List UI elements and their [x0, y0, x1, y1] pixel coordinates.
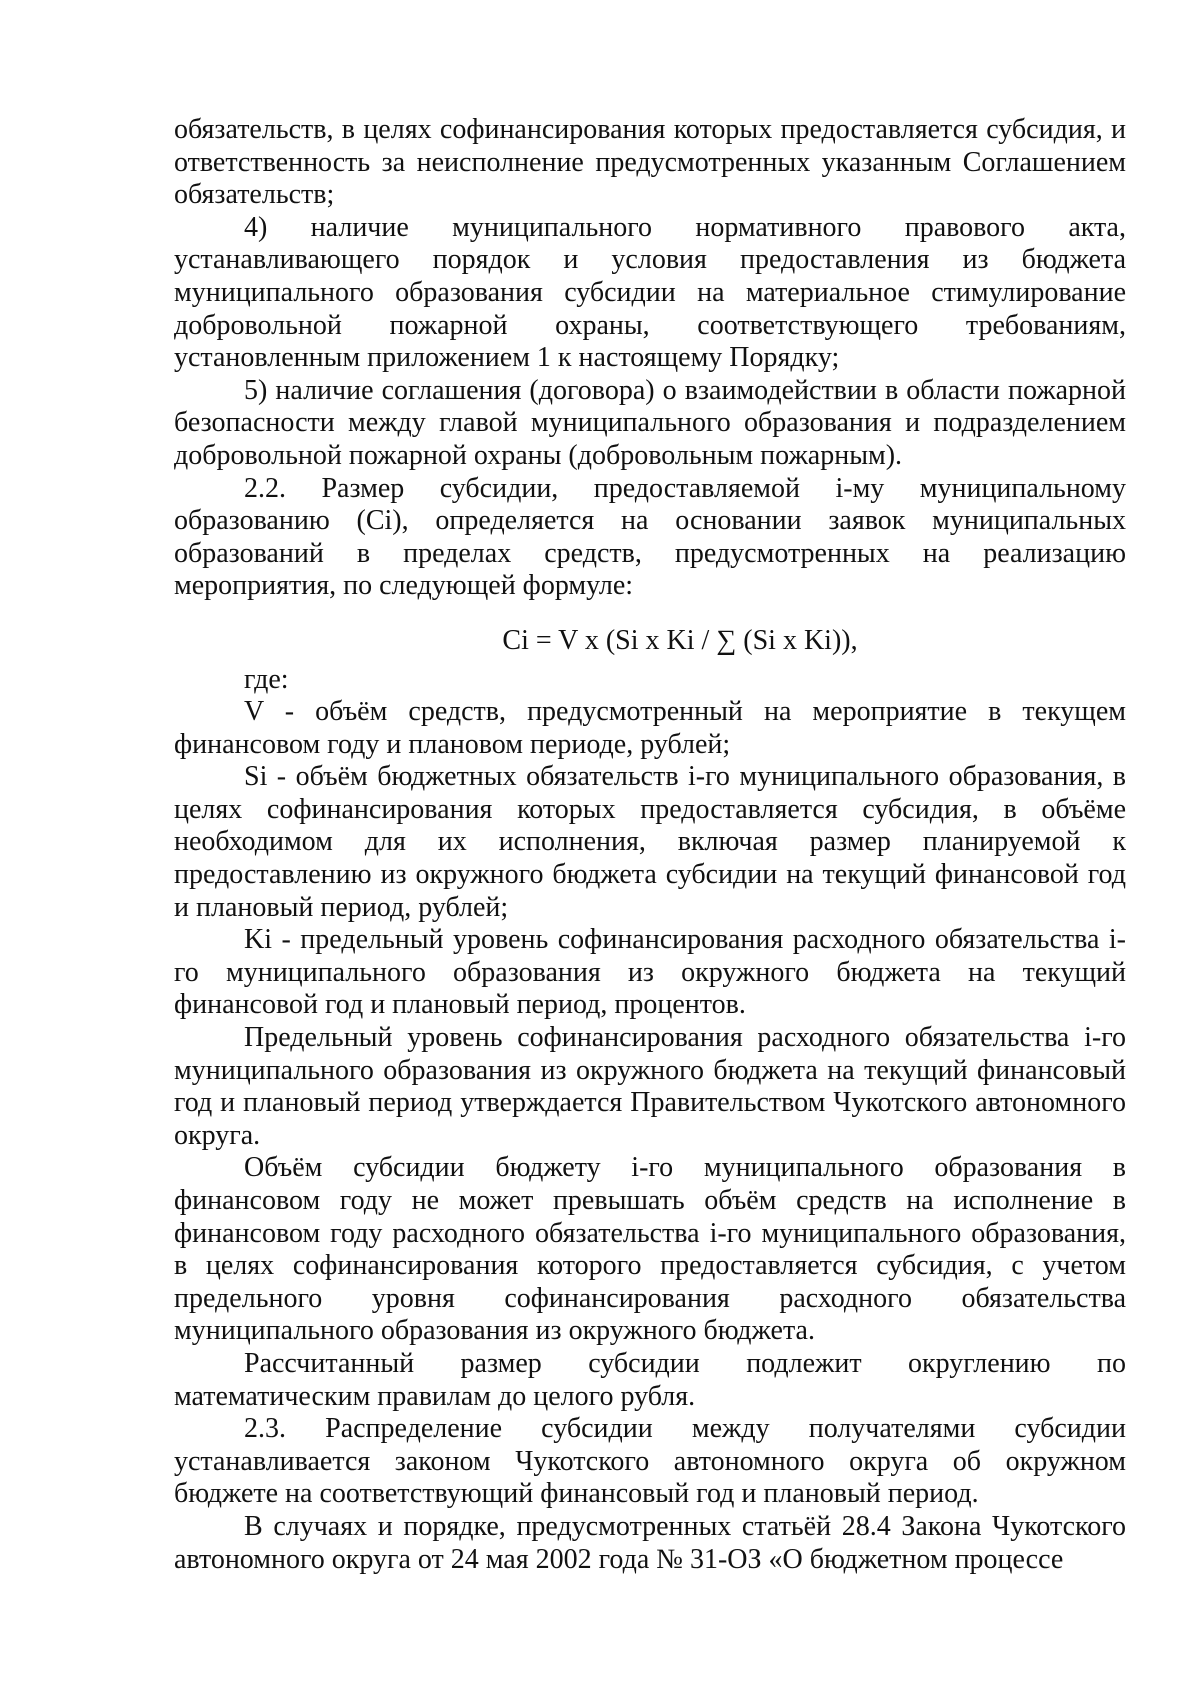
subsidy-formula: Ci = V x (Si x Ki / ∑ (Si x Ki)),: [502, 624, 858, 656]
paragraph-cofinancing-level: Предельный уровень софинансирования расходного обязательства i-го муниципального образования из окружного бюджета на текущий финансовый год и плановый период утверждается Правительством Чукотского автономного округа.: [174, 1022, 1126, 1151]
paragraph-definition-v: V - объём средств, предусмотренный на мероприятие в текущем финансовом году и плановом периоде, рублей;: [174, 696, 1126, 760]
document-body: [174, 114, 1126, 1576]
paragraph-cases-and-procedure: В случаях и порядке, предусмотренных статьёй 28.4 Закона Чукотского автономного округа от 24 мая 2002 года № 31-ОЗ «О бюджетном процессе: [174, 1510, 1126, 1575]
paragraph-definition-ki: Ki - предельный уровень софинансирования расходного обязательства i-го муниципального образования из окружного бюджета на текущий финансовой год и плановый период, процентов.: [174, 924, 1126, 1021]
paragraph-item-4: 4) наличие муниципального нормативного правового акта, устанавливающего порядок и условия предоставления из бюджета муниципального образования субсидии на материальное стимулирование добровольной пожарной охраны, соответствующего требованиям, установленным приложением 1 к настоящему Порядку;: [174, 211, 1126, 374]
paragraph-item-5: 5) наличие соглашения (договора) о взаимодействии в области пожарной безопасности между главой муниципального образования и подразделением добровольной пожарной охраны (добровольным пожарным).: [174, 374, 1126, 471]
paragraph-where: где:: [244, 663, 289, 695]
paragraph-subsidy-limit: Объём субсидии бюджету i-го муниципального образования в финансовом году не может превышать объём средств на исполнение в финансовом году расходного обязательства i-го муниципального образования, в целях софинансирования которого предоставляется субсидия, с учетом предельного уровня софинансирования расходного обязательства муниципального образования из окружного бюджета.: [174, 1152, 1126, 1347]
paragraph-rounding: Рассчитанный размер субсидии подлежит округлению по математическим правилам до целого рубля.: [174, 1347, 1126, 1412]
paragraph-obligations-continuation: обязательств, в целях софинансирования которых предоставляется субсидия, и ответственность за неисполнение предусмотренных указанным Соглашением обязательств;: [174, 114, 1126, 211]
paragraph-section-2-2: 2.2. Размер субсидии, предоставляемой i-му муниципальному образованию (Ci), определяется на основании заявок муниципальных образований в пределах средств, предусмотренных на реализацию мероприятия, по следующей формуле:: [174, 472, 1126, 602]
paragraph-section-2-3: 2.3. Распределение субсидии между получателями субсидии устанавливается законом Чукотского автономного округа об окружном бюджете на соответствующий финансовый год и плановый период.: [174, 1413, 1126, 1510]
paragraph-definition-si: Si - объём бюджетных обязательств i-го муниципального образования, в целях софинансирования которых предоставляется субсидия, в объёме необходимом для их исполнения, включая размер планируемой к предоставлению из окружного бюджета субсидии на текущий финансовой год и плановый период, рублей;: [174, 761, 1126, 923]
